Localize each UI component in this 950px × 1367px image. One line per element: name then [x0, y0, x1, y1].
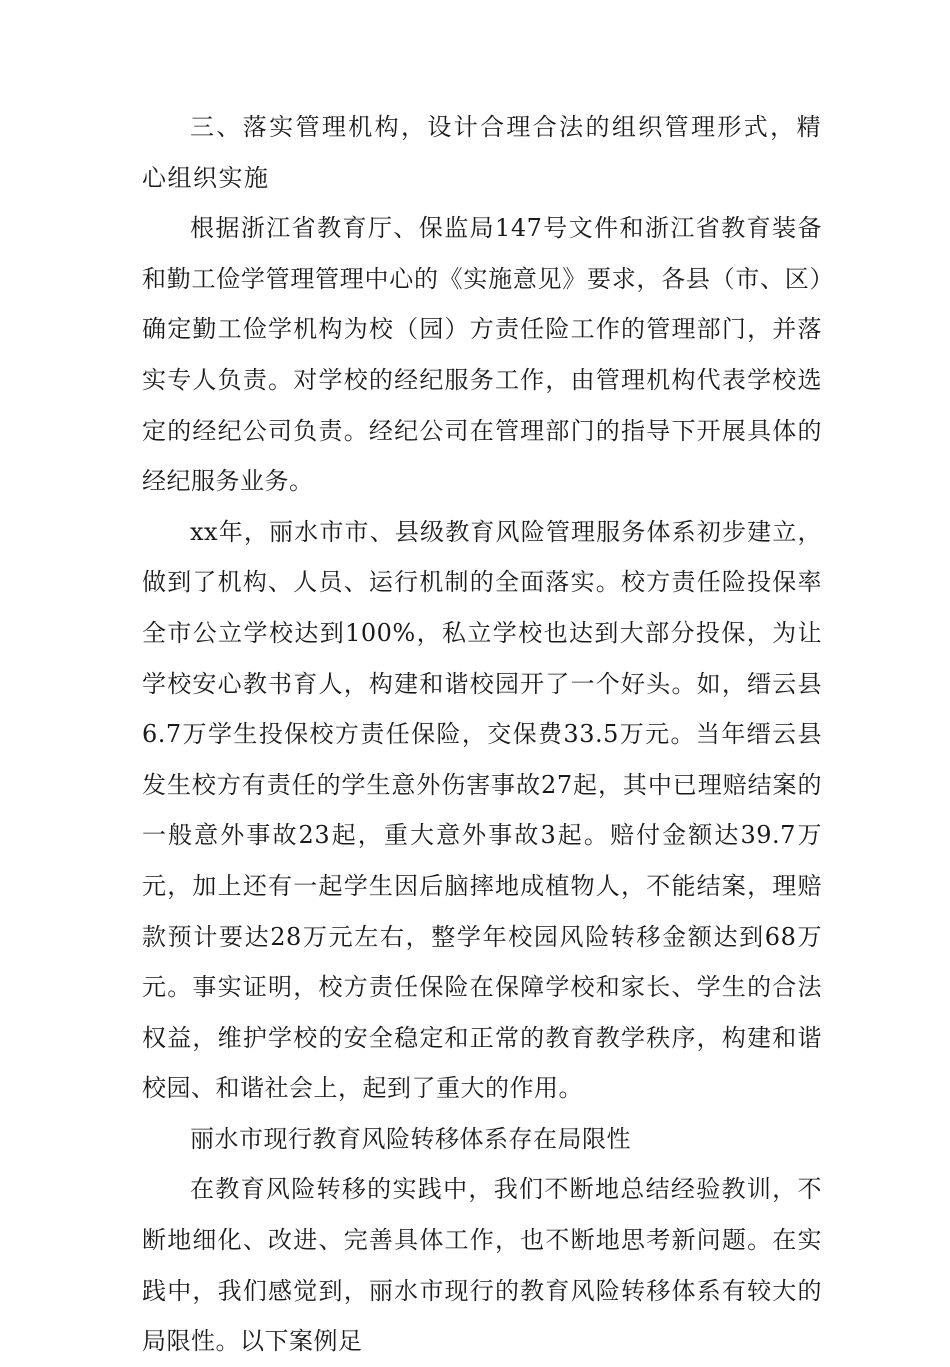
- document-body: [142, 102, 822, 1367]
- body-paragraph: 根据浙江省教育厅、保监局147号文件和浙江省教育装备和勤工俭学管理管理中心的《实施意见》要求，各县（市、区）确定勤工俭学机构为校（园）方责任险工作的管理部门，并落实专人负责。对学校的经纪服务工作，由管理机构代表学校选定的经纪公司负责。经纪公司在管理部门的指导下开展具体的经纪服务业务。: [142, 214, 822, 496]
- body-paragraph: 在教育风险转移的实践中，我们不断地总结经验教训，不断地细化、改进、完善具体工作，也不断地思考新问题。在实践中，我们感觉到，丽水市现行的教育风险转移体系有较大的局限性。以下案例足: [142, 1175, 822, 1356]
- section-subheading: 丽水市现行教育风险转移体系存在局限性: [190, 1124, 631, 1153]
- section-heading: 三、落实管理机构，设计合理合法的组织管理形式，精心组织实施: [142, 113, 822, 192]
- body-paragraph: xx年，丽水市市、县级教育风险管理服务体系初步建立，做到了机构、人员、运行机制的全面落实。校方责任险投保率全市公立学校达到100%，私立学校也达到大部分投保，为让学校安心教书育人，构建和谐校园开了一个好头。如，缙云县6.7万学生投保校方责任保险，交保费33.5万元。当年缙云县发生校方有责任的学生意外伤害事故27起，其中已理赔结案的一般意外事故23起，重大意外事故3起。赔付金额达39.7万元，加上还有一起学生因后脑摔地成植物人，不能结案，理赔款预计要达28万元左右，整学年校园风险转移金额达到68万元。事实证明，校方责任保险在保障学校和家长、学生的合法权益，维护学校的安全稳定和正常的教育教学秩序，构建和谐校园、和谐社会上，起到了重大的作用。: [142, 517, 822, 1103]
